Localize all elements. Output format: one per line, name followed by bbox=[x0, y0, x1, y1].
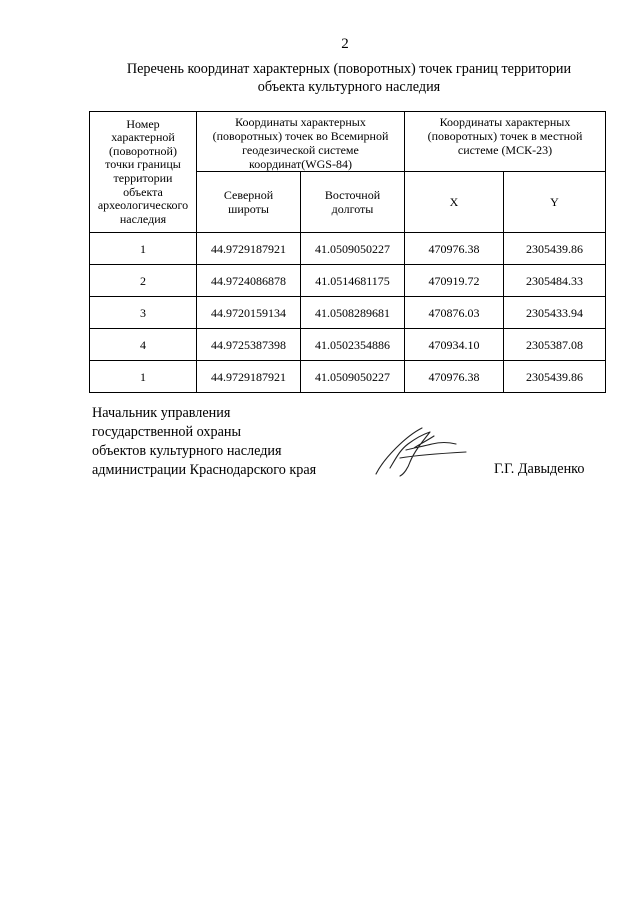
cell-latitude: 44.9725387398 bbox=[197, 329, 301, 361]
signer-position-line: государственной охраны bbox=[92, 424, 242, 440]
cell-longitude: 41.0508289681 bbox=[301, 297, 405, 329]
table-row bbox=[90, 297, 606, 329]
table-row bbox=[90, 265, 606, 297]
cell-x: 470976.38 bbox=[405, 233, 504, 265]
header-wgs84-group: Координаты характерных (поворотных) точек во Всемирной геодезической системе координат(WGS-84) bbox=[197, 112, 405, 172]
cell-y: 2305433.94 bbox=[504, 297, 606, 329]
cell-x: 470919.72 bbox=[405, 265, 504, 297]
table-row bbox=[90, 329, 606, 361]
cell-y: 2305439.86 bbox=[504, 361, 606, 393]
coordinates-table bbox=[89, 111, 606, 393]
table-row bbox=[90, 361, 606, 393]
cell-latitude: 44.9729187921 bbox=[197, 233, 301, 265]
cell-x: 470934.10 bbox=[405, 329, 504, 361]
header-longitude: Восточной долготы bbox=[301, 172, 405, 233]
cell-longitude: 41.0502354886 bbox=[301, 329, 405, 361]
cell-point-number: 3 bbox=[90, 297, 197, 329]
signer-position-line: объектов культурного наследия bbox=[92, 443, 282, 459]
signer-position-line: Начальник управления bbox=[92, 405, 231, 421]
document-title bbox=[92, 60, 606, 96]
cell-x: 470976.38 bbox=[405, 361, 504, 393]
signer-position-line: администрации Краснодарского края bbox=[92, 462, 317, 478]
header-y: Y bbox=[504, 172, 606, 233]
cell-longitude: 41.0509050227 bbox=[301, 233, 405, 265]
cell-longitude: 41.0514681175 bbox=[301, 265, 405, 297]
cell-latitude: 44.9729187921 bbox=[197, 361, 301, 393]
cell-point-number: 1 bbox=[90, 361, 197, 393]
cell-y: 2305484.33 bbox=[504, 265, 606, 297]
page-number: 2 bbox=[341, 36, 349, 52]
cell-point-number: 1 bbox=[90, 233, 197, 265]
header-msk23-group: Координаты характерных (поворотных) точек в местной системе (МСК-23) bbox=[405, 112, 606, 172]
header-latitude: Северной широты bbox=[197, 172, 301, 233]
header-x: X bbox=[405, 172, 504, 233]
document-title-line-1: Перечень координат характерных (поворотных) точек границ территории bbox=[126, 61, 572, 77]
document-title-line-2: объекта культурного наследия bbox=[257, 79, 441, 95]
signer-name: Г.Г. Давыденко bbox=[494, 461, 585, 477]
cell-longitude: 41.0509050227 bbox=[301, 361, 405, 393]
handwritten-signature bbox=[370, 422, 470, 478]
cell-point-number: 2 bbox=[90, 265, 197, 297]
header-point-number: Номер характерной (поворотной) точки границы территории объекта археологического наследия bbox=[90, 112, 197, 233]
cell-y: 2305439.86 bbox=[504, 233, 606, 265]
table-row bbox=[90, 233, 606, 265]
signer-position bbox=[92, 404, 316, 480]
cell-latitude: 44.9724086878 bbox=[197, 265, 301, 297]
cell-x: 470876.03 bbox=[405, 297, 504, 329]
cell-latitude: 44.9720159134 bbox=[197, 297, 301, 329]
cell-point-number: 4 bbox=[90, 329, 197, 361]
table-header-row-1 bbox=[90, 112, 606, 172]
cell-y: 2305387.08 bbox=[504, 329, 606, 361]
